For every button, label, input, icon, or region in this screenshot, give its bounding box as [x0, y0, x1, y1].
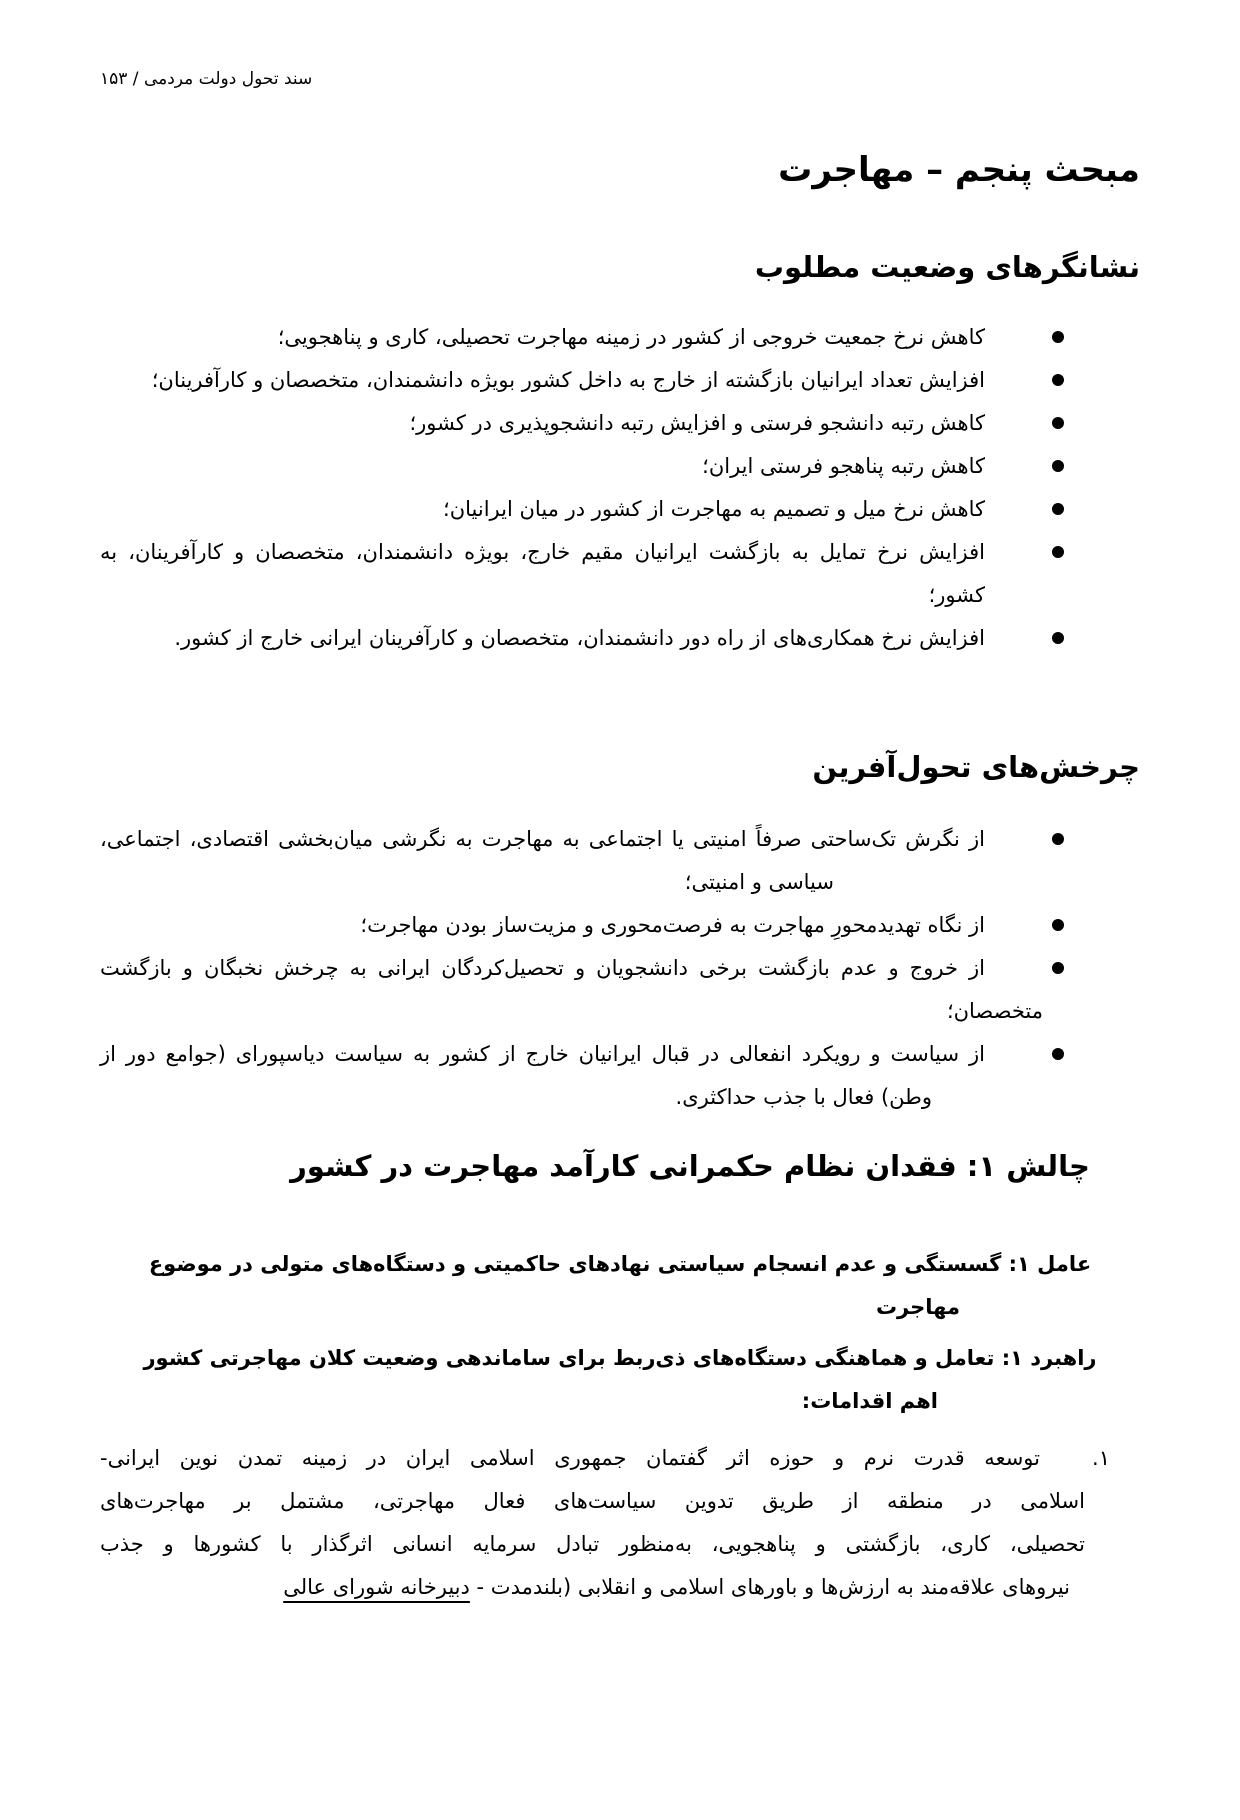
- factor-line: مهاجرت: [875, 1295, 960, 1319]
- item-line: کشور؛: [928, 583, 985, 607]
- item-line: افزایش نرخ تمایل به بازگشت ایرانیان مقیم خارج، بویژه دانشمندان، متخصصان و کارآفرینان، به: [100, 540, 985, 564]
- bullet-icon: [1052, 374, 1064, 386]
- bullet-icon: [1052, 919, 1064, 931]
- bullet-icon: [1052, 417, 1064, 429]
- action-line: توسعه قدرت نرم و حوزه اثر گفتمان جمهوری اسلامی ایران در زمینه تمدن نوین ایرانی-: [100, 1446, 1040, 1470]
- bullet-icon: [1052, 546, 1064, 558]
- action-line: اسلامی در منطقه از طریق تدوین سیاست‌های فعال مهاجرتی، مشتمل بر مهاجرت‌های: [100, 1489, 1085, 1513]
- list-item: [100, 359, 1140, 402]
- item-line: از خروج و عدم بازگشت برخی دانشجویان و تحصیل‌کردگان ایرانی به چرخش نخبگان و بازگشت: [100, 956, 985, 980]
- underlined-text: دبیرخانه شورای عالی: [283, 1575, 470, 1599]
- action-line: تحصیلی، کاری، بازگشتی و پناهجویی، به‌منظور تبادل سرمایه انسانی اثرگذار با کشورها و جذب: [100, 1532, 1085, 1556]
- item-line: سیاسی و امنیتی؛: [684, 870, 834, 894]
- item-line: کاهش نرخ میل و تصمیم به مهاجرت از کشور در میان ایرانیان؛: [443, 497, 985, 521]
- item-line: از نگرش تک‌ساحتی صرفاً امنیتی یا اجتماعی به مهاجرت به نگرشی میان‌بخشی اقتصادی، اجتماعی،: [100, 827, 985, 851]
- factor-line: عامل ۱: گسستگی و عدم انسجام سیاستی نهادهای حاکمیتی و دستگاه‌های متولی در موضوع: [148, 1252, 1092, 1276]
- item-line: افزایش تعداد ایرانیان بازگشته از خارج به داخل کشور بویژه دانشمندان، متخصصان و کارآفرینان؛: [151, 368, 985, 392]
- actions-label: اهم اقدامات:: [801, 1389, 938, 1413]
- item-line: وطن) فعال با جذب حداکثری.: [675, 1085, 932, 1109]
- item-line: کاهش رتبه دانشجو فرستی و افزایش رتبه دانشجوپذیری در کشور؛: [409, 411, 985, 435]
- bullet-icon: [1052, 1048, 1064, 1060]
- pivots-list: [100, 818, 1140, 1119]
- numbered-item: [100, 1437, 1140, 1609]
- item-line: کاهش رتبه پناهجو فرستی ایران؛: [702, 454, 985, 478]
- action-line-text: نیروهای علاقه‌مند به ارزش‌ها و باورهای اسلامی و انقلابی (بلندمدت -: [469, 1575, 1070, 1599]
- action-line: [100, 1566, 1070, 1609]
- list-item: [100, 316, 1140, 359]
- item-number: ۱.: [1092, 1446, 1110, 1470]
- item-line: افزایش نرخ همکاری‌های از راه دور دانشمندان، متخصصان و کارآفرینان ایرانی خارج از کشور.: [174, 626, 985, 650]
- bullet-icon: [1052, 833, 1064, 845]
- item-line: کاهش نرخ جمعیت خروجی از کشور در زمینه مهاجرت تحصیلی، کاری و پناهجویی؛: [277, 325, 985, 349]
- bullet-icon: [1052, 460, 1064, 472]
- list-item: [100, 402, 1140, 445]
- factor-paragraph: [100, 1243, 1140, 1329]
- bullet-icon: [1052, 503, 1064, 515]
- list-item: [100, 488, 1140, 531]
- list-item: [100, 1033, 1140, 1119]
- list-item: [100, 531, 1140, 617]
- list-item: [100, 445, 1140, 488]
- page-title: مبحث پنجم – مهاجرت: [778, 150, 1140, 190]
- list-item: [100, 818, 1140, 904]
- running-header: سند تحول دولت مردمی / ۱۵۳: [100, 69, 313, 89]
- challenge-heading: چالش ۱: فقدان نظام حکمرانی کارآمد مهاجرت در کشور: [290, 1149, 1090, 1183]
- item-line: از سیاست و رویکرد انفعالی در قبال ایرانیان خارج از کشور به سیاست دیاسپورای (جوامع دور از: [100, 1042, 985, 1066]
- strategy-paragraph: [100, 1337, 1140, 1423]
- section-heading-indicators: نشانگرهای وضعیت مطلوب: [754, 250, 1140, 284]
- indicators-list: [100, 316, 1140, 660]
- list-item: [100, 617, 1140, 660]
- list-item: [100, 947, 1140, 1033]
- bullet-icon: [1052, 331, 1064, 343]
- bullet-icon: [1052, 962, 1064, 974]
- item-line: از نگاه تهدیدمحورِ مهاجرت به فرصت‌محوری و مزیت‌ساز بودن مهاجرت؛: [360, 913, 985, 937]
- section-heading-pivots: چرخش‌های تحول‌آفرین: [812, 750, 1140, 784]
- document-page: [100, 66, 1140, 1609]
- strategy-line: راهبرد ۱: تعامل و هماهنگی دستگاه‌های ذی‌ربط برای ساماندهی وضعیت کلان مهاجرتی کشور: [143, 1346, 1097, 1370]
- item-line: متخصصان؛: [946, 999, 1043, 1023]
- list-item: [100, 904, 1140, 947]
- bullet-icon: [1052, 632, 1064, 644]
